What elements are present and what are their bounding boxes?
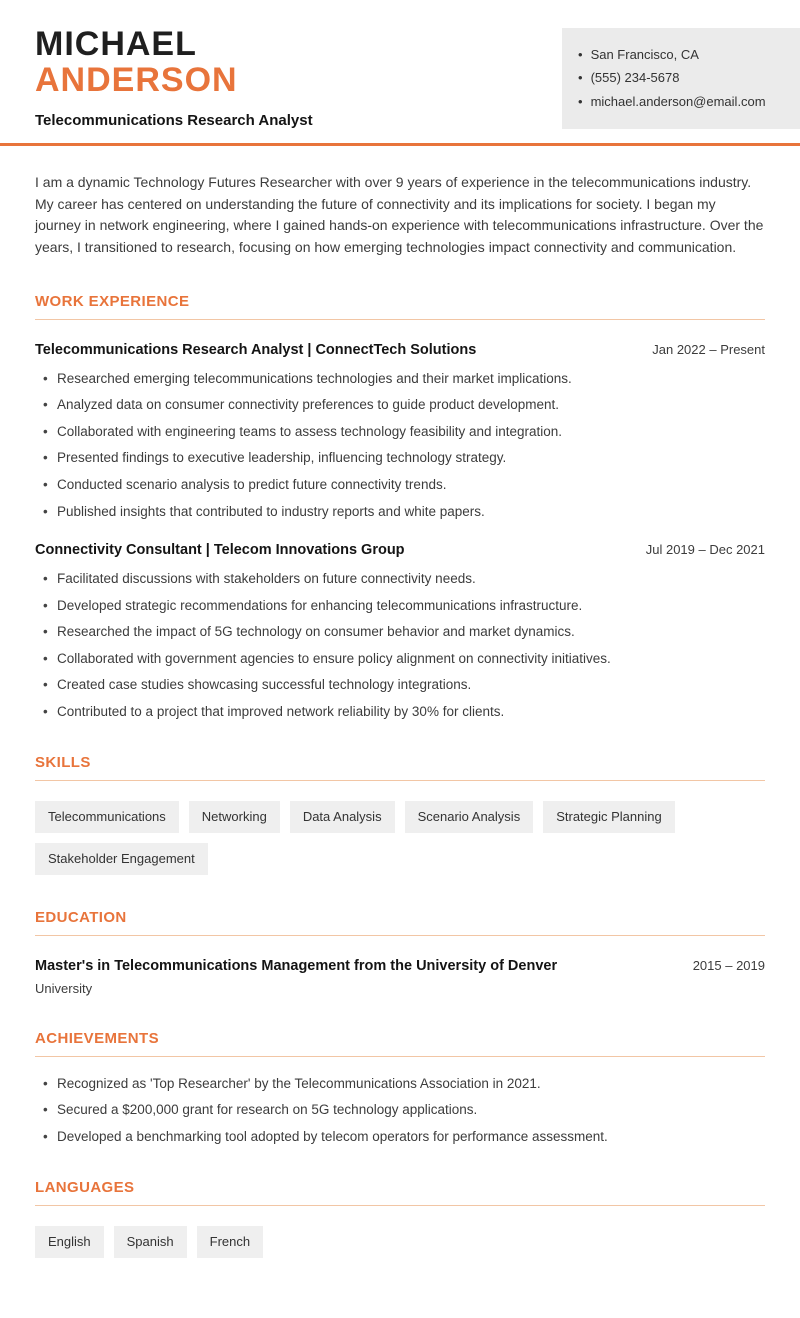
bullet-item: • Published insights that contributed to industry reports and white papers. [43, 503, 765, 521]
job-header-row [35, 542, 765, 558]
header-divider [0, 143, 800, 146]
section-languages [35, 1179, 765, 1258]
name-last-line: ANDERSON [35, 61, 238, 100]
bullet-item: • Researched emerging telecommunications technologies and their market implications. [43, 370, 765, 388]
section-heading-languages: LANGUAGES [35, 1179, 765, 1206]
achievement-item: • Developed a benchmarking tool adopted by telecom operators for performance assessment. [43, 1128, 765, 1146]
header [0, 0, 800, 129]
bullet-item: • Developed strategic recommendations for enhancing telecommunications infrastructure. [43, 597, 765, 615]
bullet-item: • Presented findings to executive leadership, influencing technology strategy. [43, 449, 765, 467]
section-heading-education: EDUCATION [35, 909, 765, 936]
contact-location [578, 47, 784, 63]
language-tag: French [197, 1226, 263, 1258]
achievement-item: • Secured a $200,000 grant for research on 5G technology applications. [43, 1101, 765, 1119]
language-tag-list [35, 1226, 765, 1258]
skill-tag: Strategic Planning [543, 801, 675, 833]
job-title: Telecommunications Research Analyst | ConnectTech Solutions [35, 341, 477, 358]
bullet-list [35, 570, 765, 720]
skill-tag: Telecommunications [35, 801, 179, 833]
section-work-experience [35, 293, 765, 721]
achievement-item: • Recognized as 'Top Researcher' by the Telecommunications Association in 2021. [43, 1075, 765, 1093]
job-entry [35, 542, 765, 720]
contact-location-text: San Francisco, CA [590, 47, 699, 62]
section-heading-achievements: ACHIEVEMENTS [35, 1030, 765, 1057]
education-dates: 2015 – 2019 [692, 957, 765, 973]
bullet-item: • Conducted scenario analysis to predict future connectivity trends. [43, 476, 765, 494]
job-entry [35, 342, 765, 520]
bullet-item: • Analyzed data on consumer connectivity preferences to guide product development. [43, 396, 765, 414]
section-heading-work-experience: WORK EXPERIENCE [35, 293, 765, 320]
language-tag: Spanish [114, 1226, 187, 1258]
bullet-item: • Created case studies showcasing successful technology integrations. [43, 676, 765, 694]
bullet-item: • Collaborated with government agencies to ensure policy alignment on connectivity initiatives. [43, 650, 765, 668]
job-dates: Jul 2019 – Dec 2021 [645, 542, 765, 558]
section-education [35, 909, 765, 996]
contact-email [578, 94, 784, 110]
skill-tag: Networking [189, 801, 280, 833]
skill-tag-list [35, 801, 765, 874]
education-degree: Master's in Telecommunications Management from the University of Denver [35, 957, 558, 974]
language-tag: English [35, 1226, 104, 1258]
name-first-line: MICHAEL [35, 25, 197, 63]
bullet-item: • Collaborated with engineering teams to assess technology feasibility and integration. [43, 423, 765, 441]
contact-card [562, 28, 800, 129]
skill-tag: Stakeholder Engagement [35, 843, 208, 875]
bullet-icon: • [578, 47, 583, 62]
bullet-icon: • [578, 70, 583, 86]
achievement-list [35, 1075, 765, 1146]
contact-email-text: michael.anderson@email.com [590, 93, 766, 109]
section-achievements [35, 1030, 765, 1146]
job-dates: Jan 2022 – Present [652, 341, 765, 357]
bullet-list [35, 370, 765, 520]
contact-phone [578, 70, 784, 86]
job-title: Connectivity Consultant | Telecom Innovations Group [35, 542, 405, 559]
bullet-item: • Contributed to a project that improved network reliability by 30% for clients. [43, 703, 765, 721]
bullet-item: • Facilitated discussions with stakeholders on future connectivity needs. [43, 570, 765, 588]
summary-text: I am a dynamic Technology Futures Researcher with over 9 years of experience in the telecommunications industry. My career has centered on understanding the future of connectivity and its implications for society. I began my journey in network engineering, where I gained hands-on experience with telecommunications infrastructure. Over the years, I transitioned to research, focusing on how emerging technologies impact connectivity and communication. [35, 174, 764, 256]
education-entry [35, 958, 765, 996]
content [0, 172, 800, 1258]
bullet-icon: • [578, 93, 583, 109]
contact-phone-text: (555) 234-5678 [590, 70, 680, 86]
education-institution: University [35, 980, 93, 996]
bullet-item: • Researched the impact of 5G technology on consumer behavior and market dynamics. [43, 623, 765, 641]
skill-tag: Scenario Analysis [405, 801, 534, 833]
section-heading-skills: SKILLS [35, 754, 765, 781]
headline-job-title: Telecommunications Research Analyst [35, 112, 313, 130]
education-header-row [35, 958, 765, 974]
section-skills [35, 754, 765, 874]
job-header-row [35, 342, 765, 358]
skill-tag: Data Analysis [290, 801, 395, 833]
